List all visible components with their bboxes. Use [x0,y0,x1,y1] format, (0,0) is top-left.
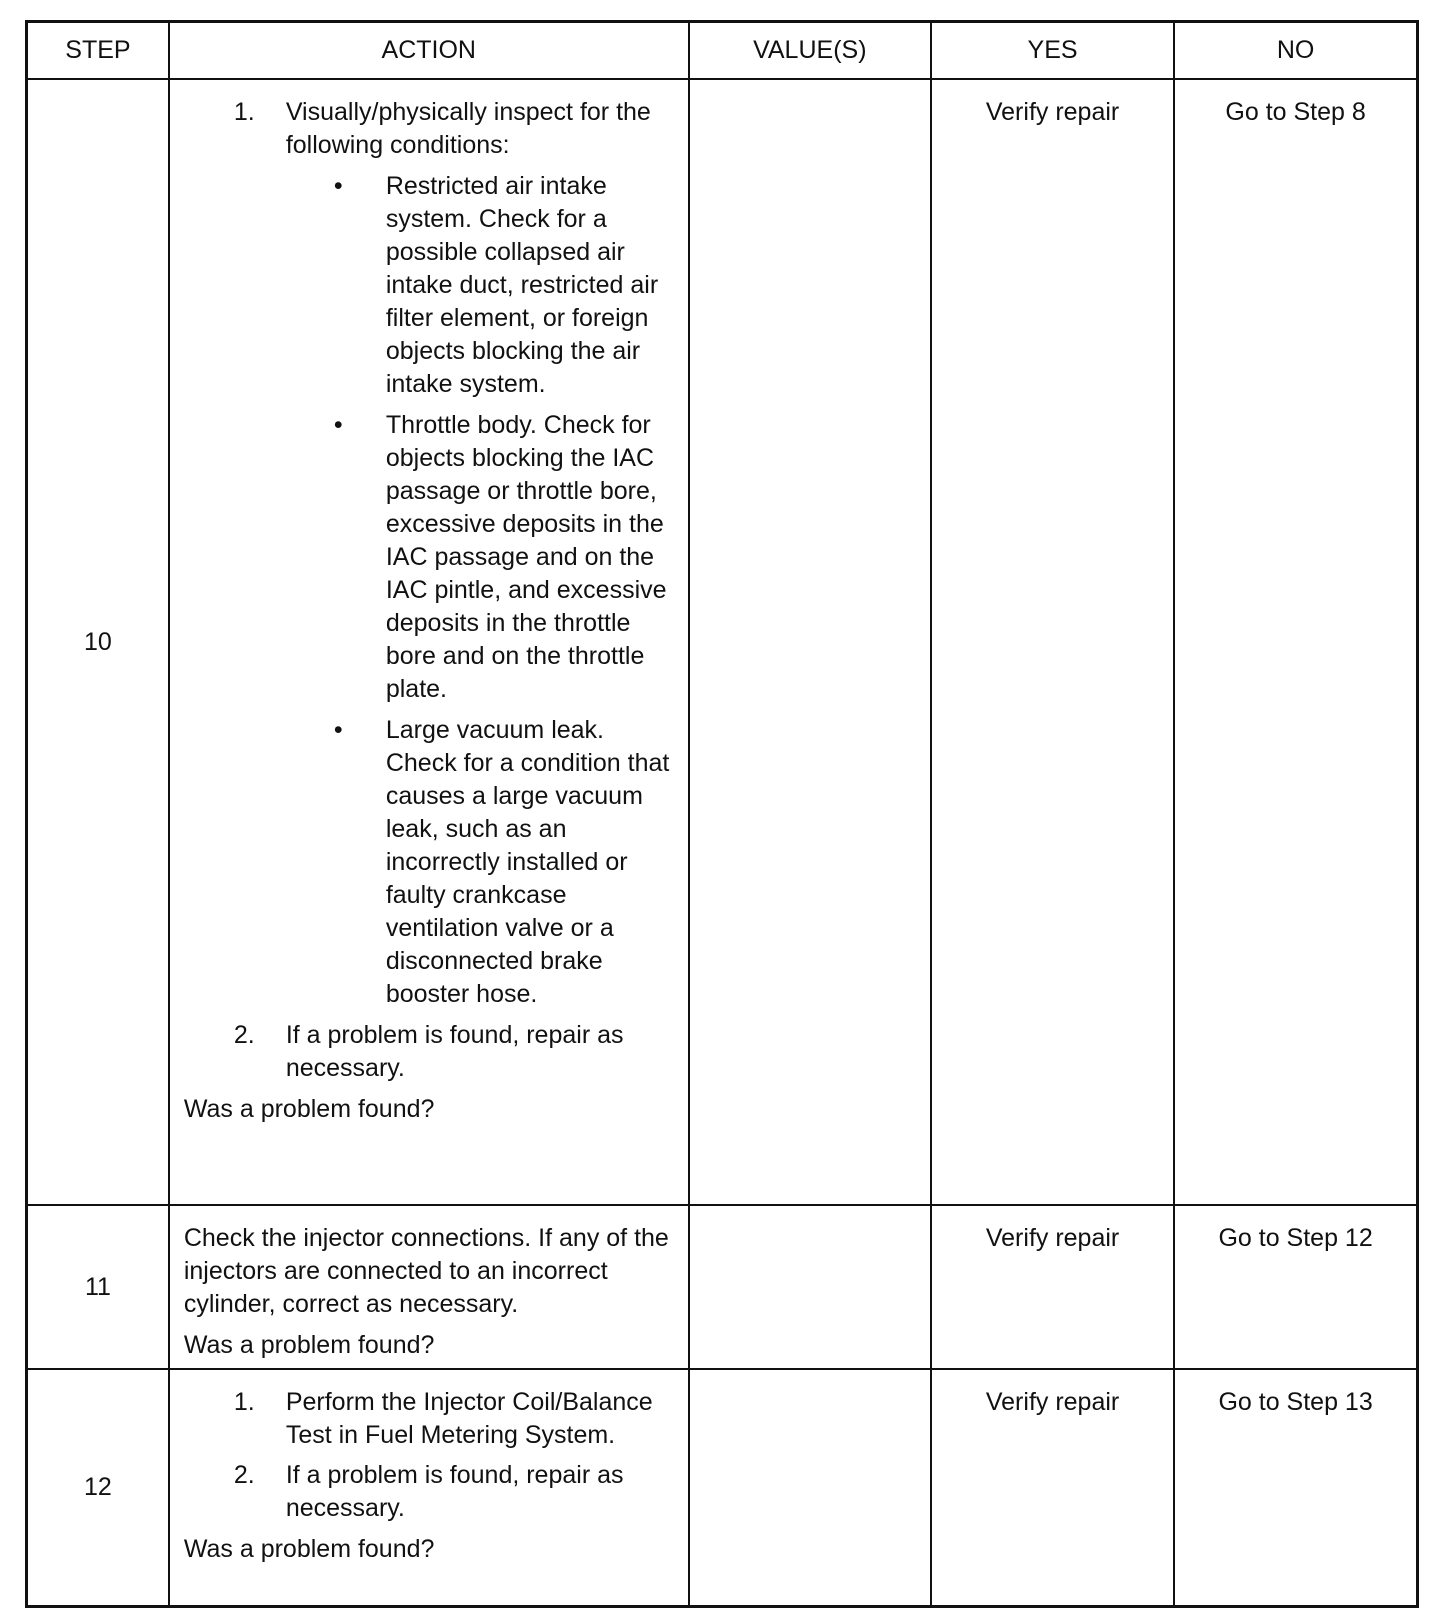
table-row [27,1205,1418,1369]
item-number: 1. [233,98,255,126]
question-text: Was a problem found? [183,1095,435,1123]
item-text: Perform the Injector Coil/Balance Test in Fuel Metering System. [285,1388,653,1449]
bullet-item [184,409,676,706]
bullet-text: Large vacuum leak. Check for a condition that causes a large vacuum leak, such as an incorrectly installed or faulty crankcase ventilation valve or a disconnected brake booster hose. [385,716,670,1008]
bullet-text: Restricted air intake system. Check for a possible collapsed air intake duct, restricted air filter element, or foreign objects blocking the air intake system. [385,172,659,398]
item-text: If a problem is found, repair as necessary. [285,1461,624,1522]
list-item [184,1019,676,1085]
question-text: Was a problem found? [183,1331,435,1359]
bullet-text: Throttle body. Check for objects blocking the IAC passage or throttle bore, excessive deposits in the IAC passage and on the IAC pintle, and excessive deposits in the throttle bore and on the throttle plate. [385,411,667,703]
header-yes: YES [931,22,1174,80]
header-action: ACTION [169,22,689,80]
list-item [184,1459,676,1525]
header-values: VALUE(S) [689,22,931,80]
item-text: If a problem is found, repair as necessary. [285,1021,624,1082]
bullet-icon: • [333,411,343,439]
action-cell [169,1369,689,1606]
item-text: Visually/physically inspect for the following conditions: [285,98,651,159]
step-number: 10 [27,79,169,1205]
no-cell: Go to Step 13 [1174,1369,1417,1606]
bullet-icon: • [333,716,343,744]
bullet-item [184,714,676,1011]
item-number: 2. [233,1461,255,1489]
list-item [184,96,676,162]
header-row [27,22,1418,80]
value-cell [689,79,931,1205]
table-row [27,1369,1418,1606]
item-number: 1. [233,1388,255,1416]
header-step: STEP [27,22,169,80]
bullet-list [184,170,676,1011]
list-item [184,1386,676,1452]
action-paragraph: Check the injector connections. If any of the injectors are connected to an incorrect cylinder, correct as necessary. [183,1224,669,1318]
value-cell [689,1369,931,1606]
header-no: NO [1174,22,1417,80]
action-cell [169,1205,689,1369]
step-number: 11 [27,1205,169,1369]
question-text: Was a problem found? [183,1535,435,1563]
diagnostic-table [25,20,1419,1608]
value-cell [689,1205,931,1369]
item-number: 2. [233,1021,255,1049]
yes-cell: Verify repair [931,1205,1174,1369]
bullet-icon: • [333,172,343,200]
no-cell: Go to Step 12 [1174,1205,1417,1369]
table-row [27,79,1418,1205]
bullet-item [184,170,676,401]
yes-cell: Verify repair [931,79,1174,1205]
no-cell: Go to Step 8 [1174,79,1417,1205]
yes-cell: Verify repair [931,1369,1174,1606]
action-cell [169,79,689,1205]
step-number: 12 [27,1369,169,1606]
